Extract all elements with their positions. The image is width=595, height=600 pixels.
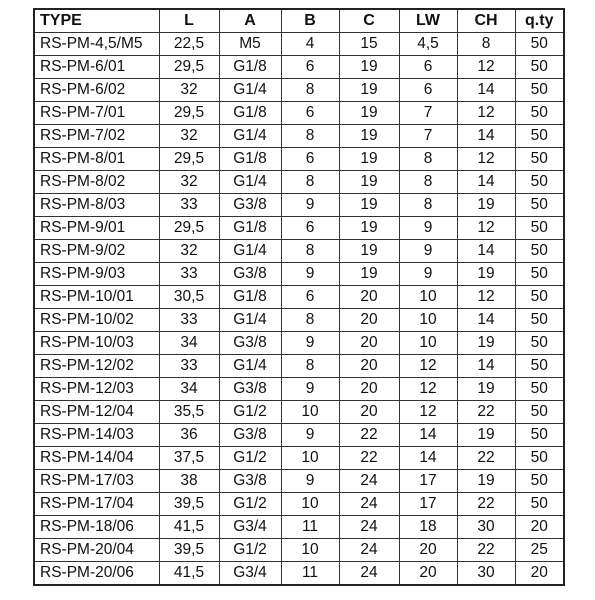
cell-c: 20 <box>339 286 399 309</box>
cell-l: 33 <box>159 194 219 217</box>
table-row <box>34 194 564 217</box>
cell-type: RS-PM-9/01 <box>34 217 159 240</box>
cell-ch: 19 <box>457 470 515 493</box>
table-row <box>34 539 564 562</box>
cell-l: 38 <box>159 470 219 493</box>
cell-a: G3/8 <box>219 332 281 355</box>
cell-type: RS-PM-10/03 <box>34 332 159 355</box>
cell-c: 24 <box>339 516 399 539</box>
cell-a: G3/8 <box>219 194 281 217</box>
cell-ch: 12 <box>457 56 515 79</box>
cell-ch: 22 <box>457 447 515 470</box>
cell-l: 34 <box>159 378 219 401</box>
table-row <box>34 102 564 125</box>
cell-qty: 50 <box>515 263 564 286</box>
cell-c: 20 <box>339 401 399 424</box>
cell-lw: 9 <box>399 217 457 240</box>
cell-type: RS-PM-10/01 <box>34 286 159 309</box>
cell-ch: 19 <box>457 263 515 286</box>
column-header-l: L <box>159 9 219 33</box>
table-row <box>34 125 564 148</box>
cell-type: RS-PM-17/03 <box>34 470 159 493</box>
cell-type: RS-PM-14/03 <box>34 424 159 447</box>
cell-a: G1/4 <box>219 309 281 332</box>
cell-l: 29,5 <box>159 56 219 79</box>
table-row <box>34 401 564 424</box>
cell-ch: 12 <box>457 217 515 240</box>
cell-qty: 20 <box>515 562 564 586</box>
cell-ch: 22 <box>457 493 515 516</box>
cell-b: 6 <box>281 148 339 171</box>
cell-l: 39,5 <box>159 493 219 516</box>
cell-ch: 30 <box>457 516 515 539</box>
cell-a: G1/8 <box>219 56 281 79</box>
cell-a: G1/8 <box>219 286 281 309</box>
table-body <box>34 33 564 586</box>
cell-c: 20 <box>339 378 399 401</box>
cell-l: 37,5 <box>159 447 219 470</box>
column-header-b: B <box>281 9 339 33</box>
table-row <box>34 263 564 286</box>
cell-ch: 19 <box>457 378 515 401</box>
cell-qty: 50 <box>515 470 564 493</box>
cell-b: 9 <box>281 378 339 401</box>
cell-b: 6 <box>281 56 339 79</box>
cell-c: 19 <box>339 79 399 102</box>
cell-type: RS-PM-9/03 <box>34 263 159 286</box>
cell-b: 9 <box>281 332 339 355</box>
cell-qty: 50 <box>515 102 564 125</box>
cell-l: 32 <box>159 79 219 102</box>
cell-lw: 6 <box>399 79 457 102</box>
cell-b: 11 <box>281 516 339 539</box>
table-row <box>34 217 564 240</box>
cell-ch: 12 <box>457 286 515 309</box>
cell-type: RS-PM-8/02 <box>34 171 159 194</box>
cell-c: 24 <box>339 539 399 562</box>
cell-qty: 50 <box>515 309 564 332</box>
table-row <box>34 332 564 355</box>
cell-type: RS-PM-7/01 <box>34 102 159 125</box>
cell-ch: 30 <box>457 562 515 586</box>
cell-a: G1/4 <box>219 355 281 378</box>
cell-type: RS-PM-18/06 <box>34 516 159 539</box>
cell-b: 8 <box>281 125 339 148</box>
cell-c: 19 <box>339 194 399 217</box>
cell-qty: 50 <box>515 125 564 148</box>
cell-b: 11 <box>281 562 339 586</box>
cell-qty: 50 <box>515 33 564 56</box>
table-row <box>34 171 564 194</box>
cell-ch: 19 <box>457 194 515 217</box>
cell-b: 6 <box>281 102 339 125</box>
cell-qty: 50 <box>515 56 564 79</box>
cell-lw: 12 <box>399 355 457 378</box>
cell-c: 22 <box>339 447 399 470</box>
cell-b: 8 <box>281 240 339 263</box>
cell-c: 24 <box>339 562 399 586</box>
column-header-qty: q.ty <box>515 9 564 33</box>
table-header-row <box>34 9 564 33</box>
table-row <box>34 378 564 401</box>
cell-qty: 25 <box>515 539 564 562</box>
cell-ch: 14 <box>457 171 515 194</box>
column-header-a: A <box>219 9 281 33</box>
cell-c: 19 <box>339 125 399 148</box>
cell-qty: 50 <box>515 79 564 102</box>
cell-b: 4 <box>281 33 339 56</box>
cell-qty: 50 <box>515 378 564 401</box>
cell-qty: 20 <box>515 516 564 539</box>
spec-sheet <box>33 8 563 585</box>
cell-c: 22 <box>339 424 399 447</box>
cell-lw: 17 <box>399 470 457 493</box>
cell-type: RS-PM-8/03 <box>34 194 159 217</box>
cell-lw: 20 <box>399 539 457 562</box>
cell-ch: 14 <box>457 355 515 378</box>
cell-ch: 22 <box>457 401 515 424</box>
cell-qty: 50 <box>515 217 564 240</box>
cell-lw: 7 <box>399 125 457 148</box>
cell-c: 20 <box>339 309 399 332</box>
cell-lw: 9 <box>399 240 457 263</box>
cell-lw: 10 <box>399 309 457 332</box>
cell-ch: 12 <box>457 102 515 125</box>
cell-a: G1/4 <box>219 79 281 102</box>
column-header-ch: CH <box>457 9 515 33</box>
cell-lw: 17 <box>399 493 457 516</box>
table-row <box>34 148 564 171</box>
cell-type: RS-PM-20/06 <box>34 562 159 586</box>
cell-a: M5 <box>219 33 281 56</box>
cell-type: RS-PM-4,5/M5 <box>34 33 159 56</box>
cell-type: RS-PM-12/03 <box>34 378 159 401</box>
table-row <box>34 424 564 447</box>
cell-b: 6 <box>281 217 339 240</box>
cell-lw: 9 <box>399 263 457 286</box>
cell-lw: 10 <box>399 286 457 309</box>
cell-ch: 14 <box>457 125 515 148</box>
cell-l: 35,5 <box>159 401 219 424</box>
table-row <box>34 516 564 539</box>
cell-lw: 12 <box>399 401 457 424</box>
cell-ch: 14 <box>457 240 515 263</box>
cell-l: 32 <box>159 171 219 194</box>
cell-lw: 20 <box>399 562 457 586</box>
cell-lw: 7 <box>399 102 457 125</box>
cell-ch: 19 <box>457 332 515 355</box>
cell-a: G3/8 <box>219 378 281 401</box>
cell-b: 10 <box>281 447 339 470</box>
cell-l: 29,5 <box>159 148 219 171</box>
cell-l: 39,5 <box>159 539 219 562</box>
table-row <box>34 240 564 263</box>
cell-ch: 22 <box>457 539 515 562</box>
cell-type: RS-PM-7/02 <box>34 125 159 148</box>
cell-l: 33 <box>159 355 219 378</box>
cell-qty: 50 <box>515 332 564 355</box>
cell-b: 10 <box>281 401 339 424</box>
cell-c: 24 <box>339 493 399 516</box>
cell-ch: 12 <box>457 148 515 171</box>
cell-a: G1/2 <box>219 493 281 516</box>
cell-c: 15 <box>339 33 399 56</box>
cell-qty: 50 <box>515 286 564 309</box>
cell-lw: 8 <box>399 171 457 194</box>
cell-b: 9 <box>281 194 339 217</box>
cell-c: 19 <box>339 240 399 263</box>
cell-qty: 50 <box>515 240 564 263</box>
cell-lw: 4,5 <box>399 33 457 56</box>
cell-c: 19 <box>339 56 399 79</box>
cell-type: RS-PM-17/04 <box>34 493 159 516</box>
cell-l: 34 <box>159 332 219 355</box>
cell-type: RS-PM-12/02 <box>34 355 159 378</box>
cell-qty: 50 <box>515 355 564 378</box>
cell-b: 8 <box>281 309 339 332</box>
cell-qty: 50 <box>515 401 564 424</box>
cell-type: RS-PM-6/01 <box>34 56 159 79</box>
cell-b: 8 <box>281 171 339 194</box>
cell-a: G1/8 <box>219 102 281 125</box>
column-header-c: C <box>339 9 399 33</box>
cell-type: RS-PM-14/04 <box>34 447 159 470</box>
table-row <box>34 470 564 493</box>
spec-table <box>33 8 565 586</box>
cell-a: G3/8 <box>219 263 281 286</box>
cell-c: 20 <box>339 355 399 378</box>
cell-qty: 50 <box>515 171 564 194</box>
cell-type: RS-PM-9/02 <box>34 240 159 263</box>
cell-lw: 12 <box>399 378 457 401</box>
cell-c: 19 <box>339 102 399 125</box>
cell-l: 30,5 <box>159 286 219 309</box>
cell-a: G3/4 <box>219 516 281 539</box>
cell-qty: 50 <box>515 447 564 470</box>
cell-b: 10 <box>281 493 339 516</box>
cell-b: 8 <box>281 79 339 102</box>
column-header-type: TYPE <box>34 9 159 33</box>
cell-c: 24 <box>339 470 399 493</box>
table-row <box>34 309 564 332</box>
table-row <box>34 562 564 586</box>
cell-a: G1/8 <box>219 217 281 240</box>
cell-l: 33 <box>159 309 219 332</box>
cell-lw: 8 <box>399 194 457 217</box>
column-header-lw: LW <box>399 9 457 33</box>
cell-ch: 19 <box>457 424 515 447</box>
cell-qty: 50 <box>515 493 564 516</box>
cell-l: 36 <box>159 424 219 447</box>
cell-type: RS-PM-12/04 <box>34 401 159 424</box>
cell-c: 19 <box>339 217 399 240</box>
cell-lw: 6 <box>399 56 457 79</box>
cell-b: 9 <box>281 470 339 493</box>
cell-a: G3/4 <box>219 562 281 586</box>
cell-b: 10 <box>281 539 339 562</box>
cell-l: 29,5 <box>159 217 219 240</box>
cell-a: G1/4 <box>219 240 281 263</box>
cell-a: G3/8 <box>219 424 281 447</box>
cell-lw: 10 <box>399 332 457 355</box>
cell-lw: 14 <box>399 447 457 470</box>
table-row <box>34 493 564 516</box>
cell-a: G1/2 <box>219 539 281 562</box>
cell-c: 19 <box>339 171 399 194</box>
cell-b: 6 <box>281 286 339 309</box>
cell-l: 41,5 <box>159 516 219 539</box>
cell-ch: 8 <box>457 33 515 56</box>
table-row <box>34 79 564 102</box>
cell-l: 22,5 <box>159 33 219 56</box>
cell-l: 32 <box>159 240 219 263</box>
cell-type: RS-PM-6/02 <box>34 79 159 102</box>
cell-type: RS-PM-10/02 <box>34 309 159 332</box>
cell-a: G1/2 <box>219 447 281 470</box>
cell-ch: 14 <box>457 79 515 102</box>
cell-type: RS-PM-8/01 <box>34 148 159 171</box>
table-row <box>34 286 564 309</box>
cell-a: G1/4 <box>219 125 281 148</box>
cell-lw: 14 <box>399 424 457 447</box>
cell-a: G1/2 <box>219 401 281 424</box>
cell-l: 29,5 <box>159 102 219 125</box>
cell-qty: 50 <box>515 148 564 171</box>
cell-lw: 18 <box>399 516 457 539</box>
cell-l: 33 <box>159 263 219 286</box>
cell-b: 8 <box>281 355 339 378</box>
cell-ch: 14 <box>457 309 515 332</box>
cell-c: 19 <box>339 148 399 171</box>
cell-b: 9 <box>281 424 339 447</box>
cell-l: 41,5 <box>159 562 219 586</box>
cell-lw: 8 <box>399 148 457 171</box>
cell-c: 20 <box>339 332 399 355</box>
cell-l: 32 <box>159 125 219 148</box>
table-row <box>34 33 564 56</box>
cell-b: 9 <box>281 263 339 286</box>
table-row <box>34 355 564 378</box>
cell-a: G1/8 <box>219 148 281 171</box>
cell-qty: 50 <box>515 424 564 447</box>
cell-c: 19 <box>339 263 399 286</box>
table-row <box>34 56 564 79</box>
cell-a: G3/8 <box>219 470 281 493</box>
cell-qty: 50 <box>515 194 564 217</box>
cell-a: G1/4 <box>219 171 281 194</box>
table-row <box>34 447 564 470</box>
cell-type: RS-PM-20/04 <box>34 539 159 562</box>
